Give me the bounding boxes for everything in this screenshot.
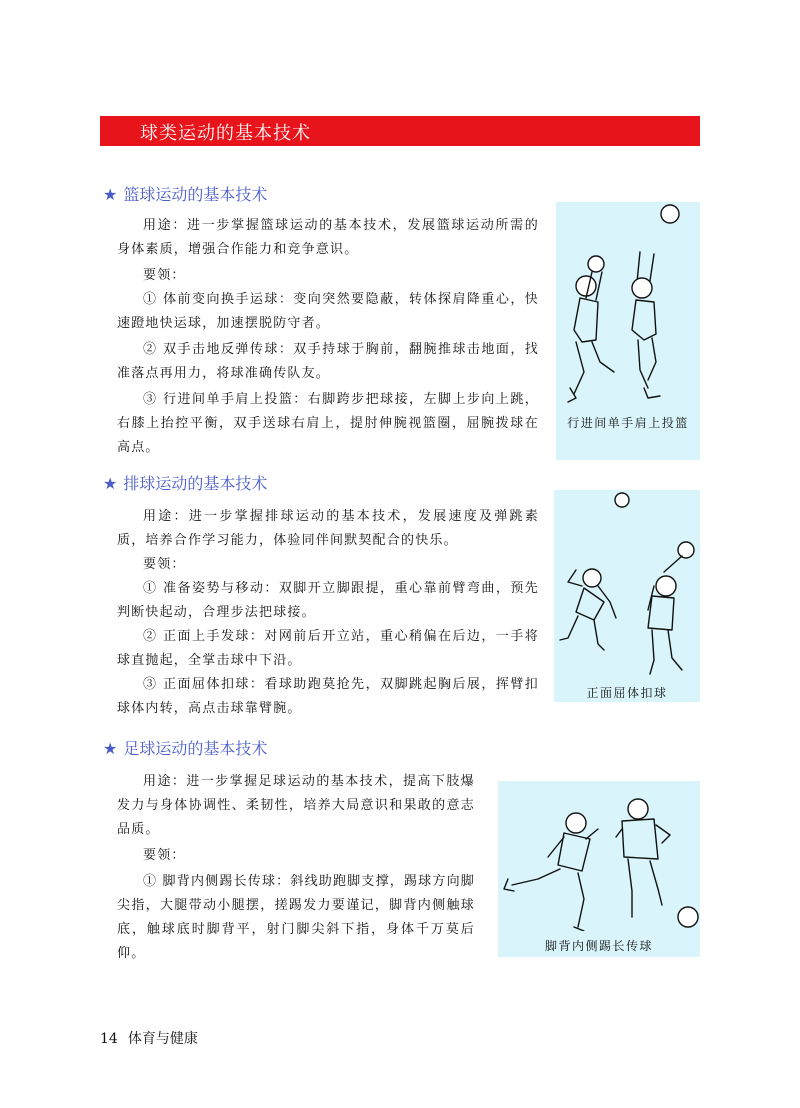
section-heading-basketball: [103, 182, 267, 205]
star-icon: ★: [103, 185, 118, 204]
paragraph-point-1: ① 脚背内侧踢长传球：斜线助跑脚支撑，踢球方向脚尖指，大腿带动小腿摆，搓踢发力要谨记，脚背内侧触球底，触球底时脚背平，射门脚尖斜下指，身体千万莫后仰。: [117, 874, 475, 961]
section-heading-volleyball: [103, 471, 267, 494]
section-title: 篮球运动的基本技术: [123, 185, 268, 204]
paragraph-usage: 用途：进一步掌握排球运动的基本技术，发展速度及弹跳素质，培养合作学习能力，体验同伴间默契配合的快乐。: [117, 509, 539, 548]
paragraph-key-label: 要领：: [143, 268, 186, 283]
paragraph-key-label: 要领：: [143, 557, 186, 572]
chapter-banner: [100, 116, 700, 146]
player2-head: [628, 799, 648, 819]
player2-head: [632, 278, 652, 298]
paragraph-key-label: 要领：: [143, 848, 186, 863]
player1-head: [576, 276, 596, 296]
paragraph-point-1: ① 准备姿势与移动：双脚开立脚跟提，重心靠前臂弯曲，预先判断快起动，合理步法把球接。: [117, 581, 539, 620]
football-players-illustration: [498, 781, 700, 957]
section-title: 排球运动的基本技术: [123, 474, 268, 493]
volleyball-ball-high: [615, 493, 629, 507]
paragraph-point-2: ② 正面上手发球：对网前后开立站，重心稍偏在后边，一手将球直抛起，全掌击球中下沿。: [117, 629, 539, 668]
page-number: 14: [100, 1031, 118, 1047]
volleyball-players-illustration: [554, 490, 700, 702]
paragraph-point-2: ② 双手击地反弹传球：双手持球于胸前，翻腕推球击地面，找准落点再用力，将球准确传队友。: [117, 342, 539, 381]
paragraph-point-3: ③ 正面屈体扣球：看球助跑莫抢先，双脚跳起胸后展，挥臂扣球体内转，高点击球靠臂腕。: [117, 677, 539, 716]
figure-basketball-layup: [556, 202, 700, 460]
paragraph-usage: 用途：进一步掌握篮球运动的基本技术，发展篮球运动所需的身体素质，增强合作能力和竞争意识。: [117, 218, 539, 257]
figure-caption: 脚背内侧踢长传球: [544, 939, 653, 953]
player2-head: [656, 576, 676, 596]
page-footer: [100, 1028, 198, 1048]
player1-head: [583, 569, 601, 587]
figure-volleyball-spike: [554, 490, 700, 702]
figure-caption: 行进间单手肩上投篮: [567, 416, 689, 430]
section-title: 足球运动的基本技术: [123, 739, 268, 758]
book-title: 体育与健康: [127, 1031, 198, 1047]
volleyball-ball-spike: [678, 542, 694, 558]
star-icon: ★: [103, 739, 118, 758]
basketball-ball-held: [588, 256, 604, 272]
player1-head: [566, 813, 586, 833]
paragraph-point-3: ③ 行进间单手肩上投篮：右脚跨步把球接，左脚上步向上跳，右膝上抬控平衡，双手送球右肩上，提肘伸腕视篮圈，屈腕拨球在高点。: [117, 392, 539, 455]
paragraph-point-1: ① 体前变向换手运球：变向突然要隐蔽，转体探肩降重心，快速蹬地快运球，加速摆脱防守者。: [117, 292, 539, 331]
banner-title: 球类运动的基本技术: [140, 123, 311, 144]
football-ball: [678, 907, 698, 927]
star-icon: ★: [103, 474, 118, 493]
figure-football-pass: [498, 781, 700, 957]
basketball-ball-high: [661, 205, 679, 223]
section-heading-football: [103, 736, 267, 759]
figure-caption: 正面屈体扣球: [586, 686, 668, 700]
paragraph-usage: 用途：进一步掌握足球运动的基本技术，提高下肢爆发力与身体协调性、柔韧性，培养大局意识和果敢的意志品质。: [117, 774, 475, 837]
